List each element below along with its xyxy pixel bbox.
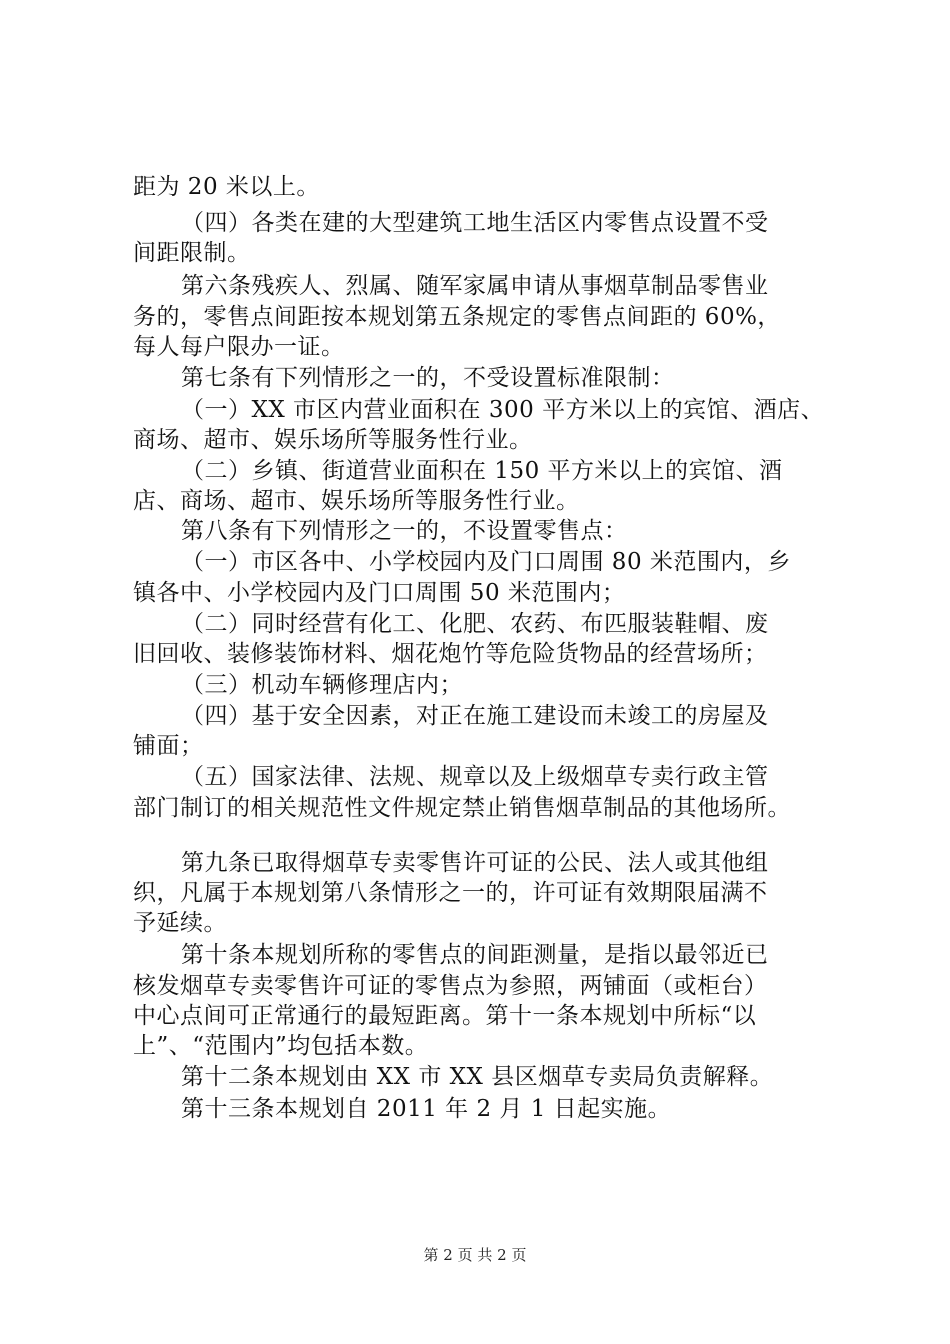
text-line: 第六条残疾人、烈属、随军家属申请从事烟草制品零售业: [181, 273, 769, 299]
text-line: 部门制订的相关规范性文件规定禁止销售烟草制品的其他场所。: [133, 795, 791, 821]
text-line: （五）国家法律、法规、规章以及上级烟草专卖行政主管: [181, 764, 769, 790]
text-line: 旧回收、装修装饰材料、烟花炮竹等危险货物品的经营场所；: [133, 641, 768, 667]
text-line: （三）机动车辆修理店内；: [181, 672, 463, 698]
text-line: （四）基于安全因素，对正在施工建设而未竣工的房屋及: [181, 703, 769, 729]
text-line: 间距限制。: [133, 240, 251, 266]
text-line: （二）同时经营有化工、化肥、农药、布匹服装鞋帽、废: [181, 611, 769, 637]
text-line: 第十二条本规划由 XX 市 XX 县区烟草专卖局负责解释。: [181, 1064, 774, 1090]
text-line: （二）乡镇、街道营业面积在 150 平方米以上的宾馆、酒: [181, 458, 783, 484]
text-line: 核发烟草专卖零售许可证的零售点为参照，两铺面（或柜台）: [133, 973, 768, 999]
text-line: 第九条已取得烟草专卖零售许可证的公民、法人或其他组: [181, 850, 769, 876]
text-line: 距为 20 米以上。: [133, 174, 320, 200]
text-line: （一）XX 市区内营业面积在 300 平方米以上的宾馆、酒店、: [181, 397, 825, 423]
text-line: 第七条有下列情形之一的，不受设置标准限制：: [181, 365, 675, 391]
text-line: （四）各类在建的大型建筑工地生活区内零售点设置不受: [181, 210, 769, 236]
text-line: 铺面；: [133, 733, 204, 759]
text-line: 予延续。: [133, 910, 227, 936]
text-line: 织，凡属于本规划第八条情形之一的，许可证有效期限届满不: [133, 880, 768, 906]
text-line: 商场、超市、娱乐场所等服务性行业。: [133, 427, 533, 453]
text-line: 每人每户限办一证。: [133, 334, 345, 360]
text-line: 上”、“范围内”均包括本数。: [133, 1033, 429, 1059]
text-line: 第十三条本规划自 2011 年 2 月 1 日起实施。: [181, 1096, 672, 1122]
text-line: 第八条有下列情形之一的，不设置零售点：: [181, 518, 628, 544]
text-line: 镇各中、小学校园内及门口周围 50 米范围内；: [133, 580, 626, 606]
text-line: 第十条本规划所称的零售点的间距测量，是指以最邻近已: [181, 942, 769, 968]
text-line: 务的，零售点间距按本规划第五条规定的零售点间距的 60%，: [133, 304, 781, 330]
text-line: （一）市区各中、小学校园内及门口周围 80 米范围内，乡: [181, 549, 791, 575]
page-number-footer: 第 2 页 共 2 页: [423, 1246, 527, 1264]
text-line: 店、商场、超市、娱乐场所等服务性行业。: [133, 488, 580, 514]
text-line: 中心点间可正常通行的最短距离。第十一条本规划中所标“以: [133, 1003, 757, 1029]
